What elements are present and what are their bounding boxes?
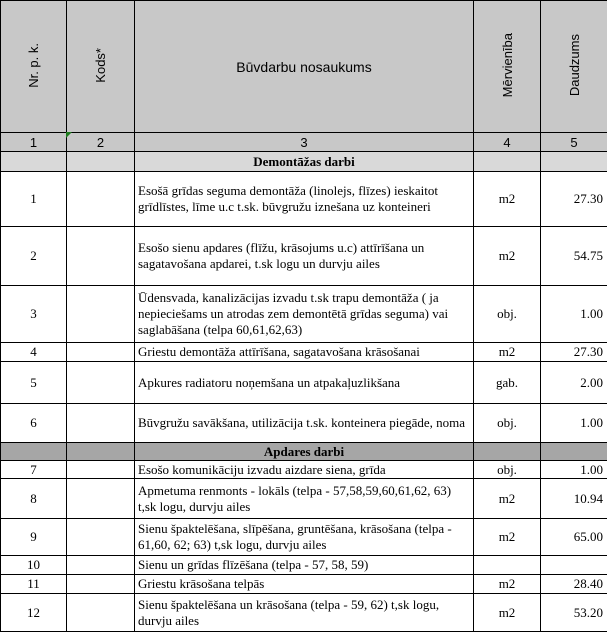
row-qty: 2.00 — [541, 362, 607, 404]
row-nr: 12 — [1, 594, 67, 632]
row-unit: m2 — [474, 343, 541, 362]
table-row — [1, 594, 607, 632]
header-name: Būvdarbu nosaukums — [135, 1, 474, 133]
row-qty: 27.30 — [541, 343, 607, 362]
row-nr: 4 — [1, 343, 67, 362]
column-number: 1 — [1, 133, 67, 152]
column-number: 4 — [474, 133, 541, 152]
row-nr: 9 — [1, 519, 67, 556]
row-qty — [541, 556, 607, 575]
row-description: Sienu špaktelēšana un krāsošana (telpa - 59, 62) t,sk logu, durvju ailes — [135, 594, 474, 632]
row-qty: 28.40 — [541, 575, 607, 594]
row-description: Esošā grīdas seguma demontāža (linolejs, flīzes) ieskaitot grīdlīstes, līme u.c t.sk. būvgružu iznešana uz konteineri — [135, 172, 474, 227]
row-kods — [67, 172, 135, 227]
row-unit: obj. — [474, 286, 541, 343]
row-description: Ūdensvada, kanalizācijas izvadu t.sk trapu demontāža ( ja nepieciešams un atrodas zem demontētā grīdas seguma) vai saglabāšana (telpa 60,61,62,63) — [135, 286, 474, 343]
row-description: Apkures radiatoru noņemšana un atpakaļuzlikšana — [135, 362, 474, 404]
row-unit: m2 — [474, 479, 541, 519]
row-qty: 1.00 — [541, 404, 607, 443]
column-number: 3 — [135, 133, 474, 152]
row-kods — [67, 479, 135, 519]
row-nr: 11 — [1, 575, 67, 594]
row-nr: 5 — [1, 362, 67, 404]
row-description: Apmetuma renmonts - lokāls (telpa - 57,58,59,60,61,62, 63) t,sk logu, durvju ailes — [135, 479, 474, 519]
row-nr: 6 — [1, 404, 67, 443]
section-row — [1, 152, 607, 172]
table-row — [1, 404, 607, 443]
row-description: Sienu špaktelēšana, slīpēšana, gruntēšana, krāsošana (telpa - 61,60, 62; 63) t,sk logu, durvju ailes — [135, 519, 474, 556]
table-row — [1, 575, 607, 594]
table-row — [1, 343, 607, 362]
table-row — [1, 172, 607, 227]
row-kods — [67, 575, 135, 594]
row-unit: m2 — [474, 594, 541, 632]
row-kods — [67, 362, 135, 404]
header-row — [1, 1, 607, 133]
row-description: Griestu demontāža attīrīšana, sagatavošana krāsošanai — [135, 343, 474, 362]
row-unit: m2 — [474, 575, 541, 594]
row-qty: 53.20 — [541, 594, 607, 632]
table-row — [1, 556, 607, 575]
column-number: 5 — [541, 133, 607, 152]
row-nr: 10 — [1, 556, 67, 575]
table-row — [1, 227, 607, 286]
row-nr: 2 — [1, 227, 67, 286]
row-qty: 1.00 — [541, 461, 607, 479]
header-unit: Mērvienība — [474, 1, 541, 133]
row-kods — [67, 461, 135, 479]
row-kods — [67, 556, 135, 575]
table-row — [1, 461, 607, 479]
table-row — [1, 362, 607, 404]
header-qty: Daudzums — [541, 1, 607, 133]
section-title: Apdares darbi — [135, 443, 474, 461]
row-kods — [67, 286, 135, 343]
row-kods — [67, 404, 135, 443]
row-unit — [474, 556, 541, 575]
row-kods — [67, 519, 135, 556]
row-unit: obj. — [474, 461, 541, 479]
row-nr: 7 — [1, 461, 67, 479]
row-kods — [67, 594, 135, 632]
row-nr: 3 — [1, 286, 67, 343]
row-qty: 65.00 — [541, 519, 607, 556]
row-unit: m2 — [474, 519, 541, 556]
cell-comment-marker-icon — [66, 132, 72, 138]
table-row — [1, 519, 607, 556]
row-nr: 8 — [1, 479, 67, 519]
row-nr: 1 — [1, 172, 67, 227]
row-description: Sienu un grīdas flīzēšana (telpa - 57, 58, 59) — [135, 556, 474, 575]
section-row — [1, 443, 607, 461]
section-title: Demontāžas darbi — [135, 152, 474, 172]
row-unit: m2 — [474, 227, 541, 286]
row-unit: m2 — [474, 172, 541, 227]
table-row — [1, 286, 607, 343]
header-nr: Nr. p. k. — [1, 1, 67, 133]
row-qty: 1.00 — [541, 286, 607, 343]
header-kods: Kods* — [67, 1, 135, 133]
row-kods — [67, 343, 135, 362]
column-number: 2 — [67, 133, 135, 152]
row-qty: 10.94 — [541, 479, 607, 519]
column-number-row — [1, 133, 607, 152]
row-qty: 54.75 — [541, 227, 607, 286]
table-row — [1, 479, 607, 519]
row-kods — [67, 227, 135, 286]
row-description: Būvgružu savākšana, utilizācija t.sk. konteinera piegāde, noma — [135, 404, 474, 443]
row-unit: obj. — [474, 404, 541, 443]
row-description: Griestu krāsošana telpās — [135, 575, 474, 594]
row-unit: gab. — [474, 362, 541, 404]
row-qty: 27.30 — [541, 172, 607, 227]
row-description: Esošo sienu apdares (flīžu, krāsojums u.c) attīrīšana un sagatavošana apdarei, t.sk logu un durvju ailes — [135, 227, 474, 286]
row-description: Esošo komunikāciju izvadu aizdare siena, grīda — [135, 461, 474, 479]
